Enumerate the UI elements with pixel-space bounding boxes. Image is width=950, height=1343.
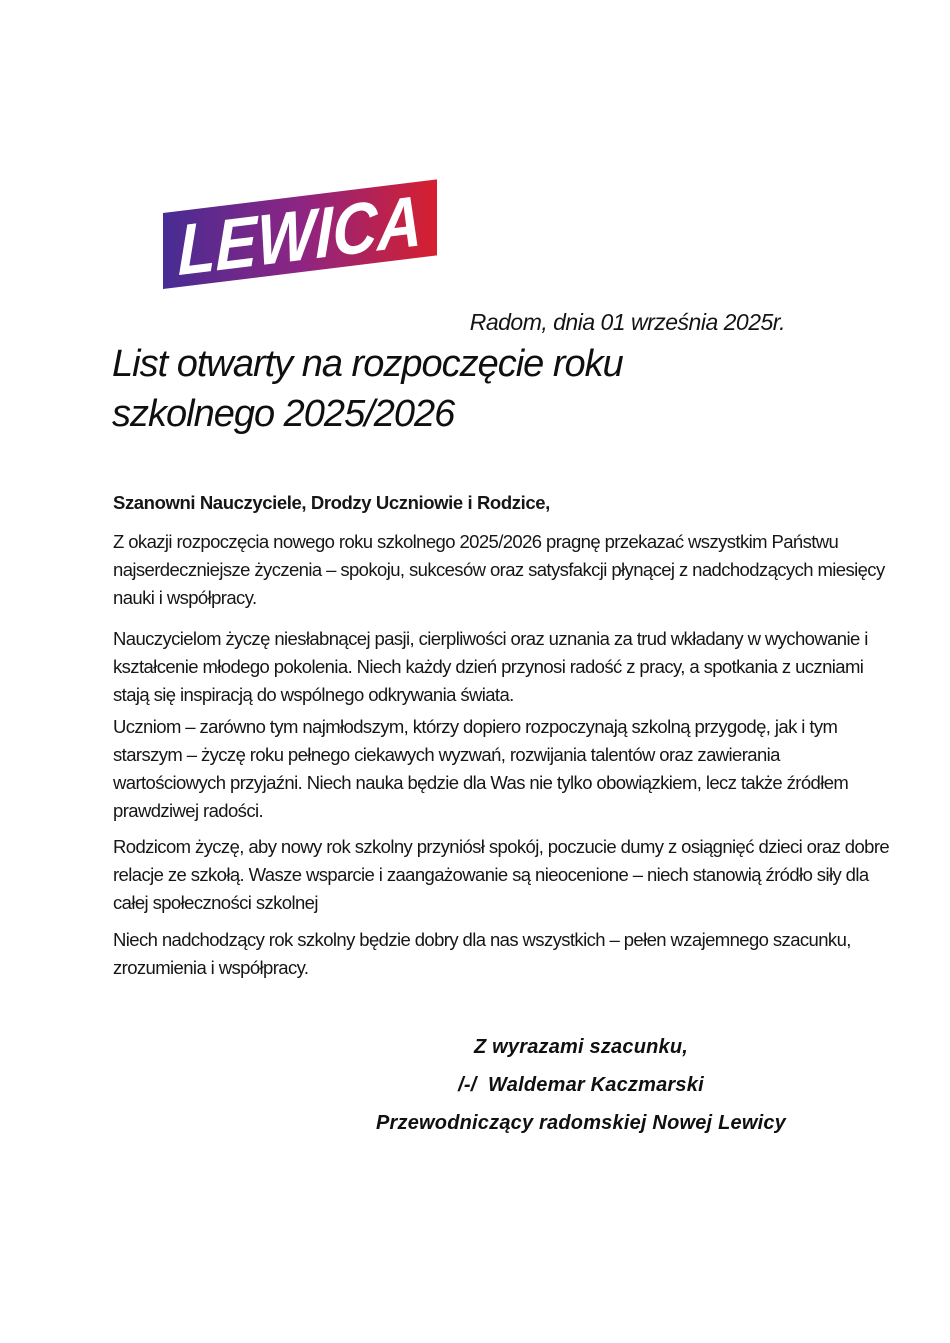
page-title	[112, 339, 872, 439]
paragraph-closing-wish: Niech nadchodzący rok szkolny będzie dobry dla nas wszystkich – pełen wzajemnego szacunku, zrozumienia i współpracy.	[113, 929, 851, 978]
lewica-logo	[163, 179, 437, 291]
signature-name: /-/ Waldemar Kaczmarski	[458, 1074, 704, 1096]
paragraph-parents: Rodzicom życzę, aby nowy rok szkolny przyniósł spokój, poczucie dumy z osiągnięć dzieci oraz dobre relacje ze szkołą. Wasze wsparcie i zaangażowanie są nieocenione – niech stanowią źródło siły dla całej społeczności szkolnej	[113, 836, 890, 913]
dateline: Radom, dnia 01 września 2025r.	[469, 309, 785, 335]
paragraph-teachers: Nauczycielom życzę niesłabnącej pasji, cierpliwości oraz uznania za trud wkładany w wychowanie i kształcenie młodego pokolenia. Niech każdy dzień przynosi radość z pracy, a spotkania z uczniami stają się inspiracją do wspólnego odkrywania świata.	[113, 628, 868, 705]
lewica-logo-icon	[163, 179, 437, 291]
title-line-1: List otwarty na rozpoczęcie roku	[112, 343, 623, 385]
paragraph-wishes-all: Z okazji rozpoczęcia nowego roku szkolnego 2025/2026 pragnę przekazać wszystkim Państwu najserdeczniejsze życzenia – spokoju, sukcesów oraz satysfakcji płynącej z nadchodzących miesięcy nauki i współpracy.	[113, 531, 885, 608]
logo-wordmark: LEWICA	[177, 179, 437, 291]
title-line-2: szkolnego 2025/2026	[112, 393, 455, 435]
signature-respect-line: Z wyrazami szacunku,	[473, 1036, 689, 1058]
signature-block	[231, 1036, 931, 1150]
signature-role: Przewodniczący radomskiej Nowej Lewicy	[376, 1112, 786, 1134]
salutation: Szanowni Nauczyciele, Drodzy Uczniowie i Rodzice,	[113, 492, 550, 513]
paragraph-students: Uczniom – zarówno tym najmłodszym, którzy dopiero rozpoczynają szkolną przygodę, jak i tym starszym – życzę roku pełnego ciekawych wyzwań, rozwijania talentów oraz zawierania wartościowych przyjaźni. Niech nauka będzie dla Was nie tylko obowiązkiem, lecz także źródłem prawdziwej radości.	[113, 716, 849, 821]
